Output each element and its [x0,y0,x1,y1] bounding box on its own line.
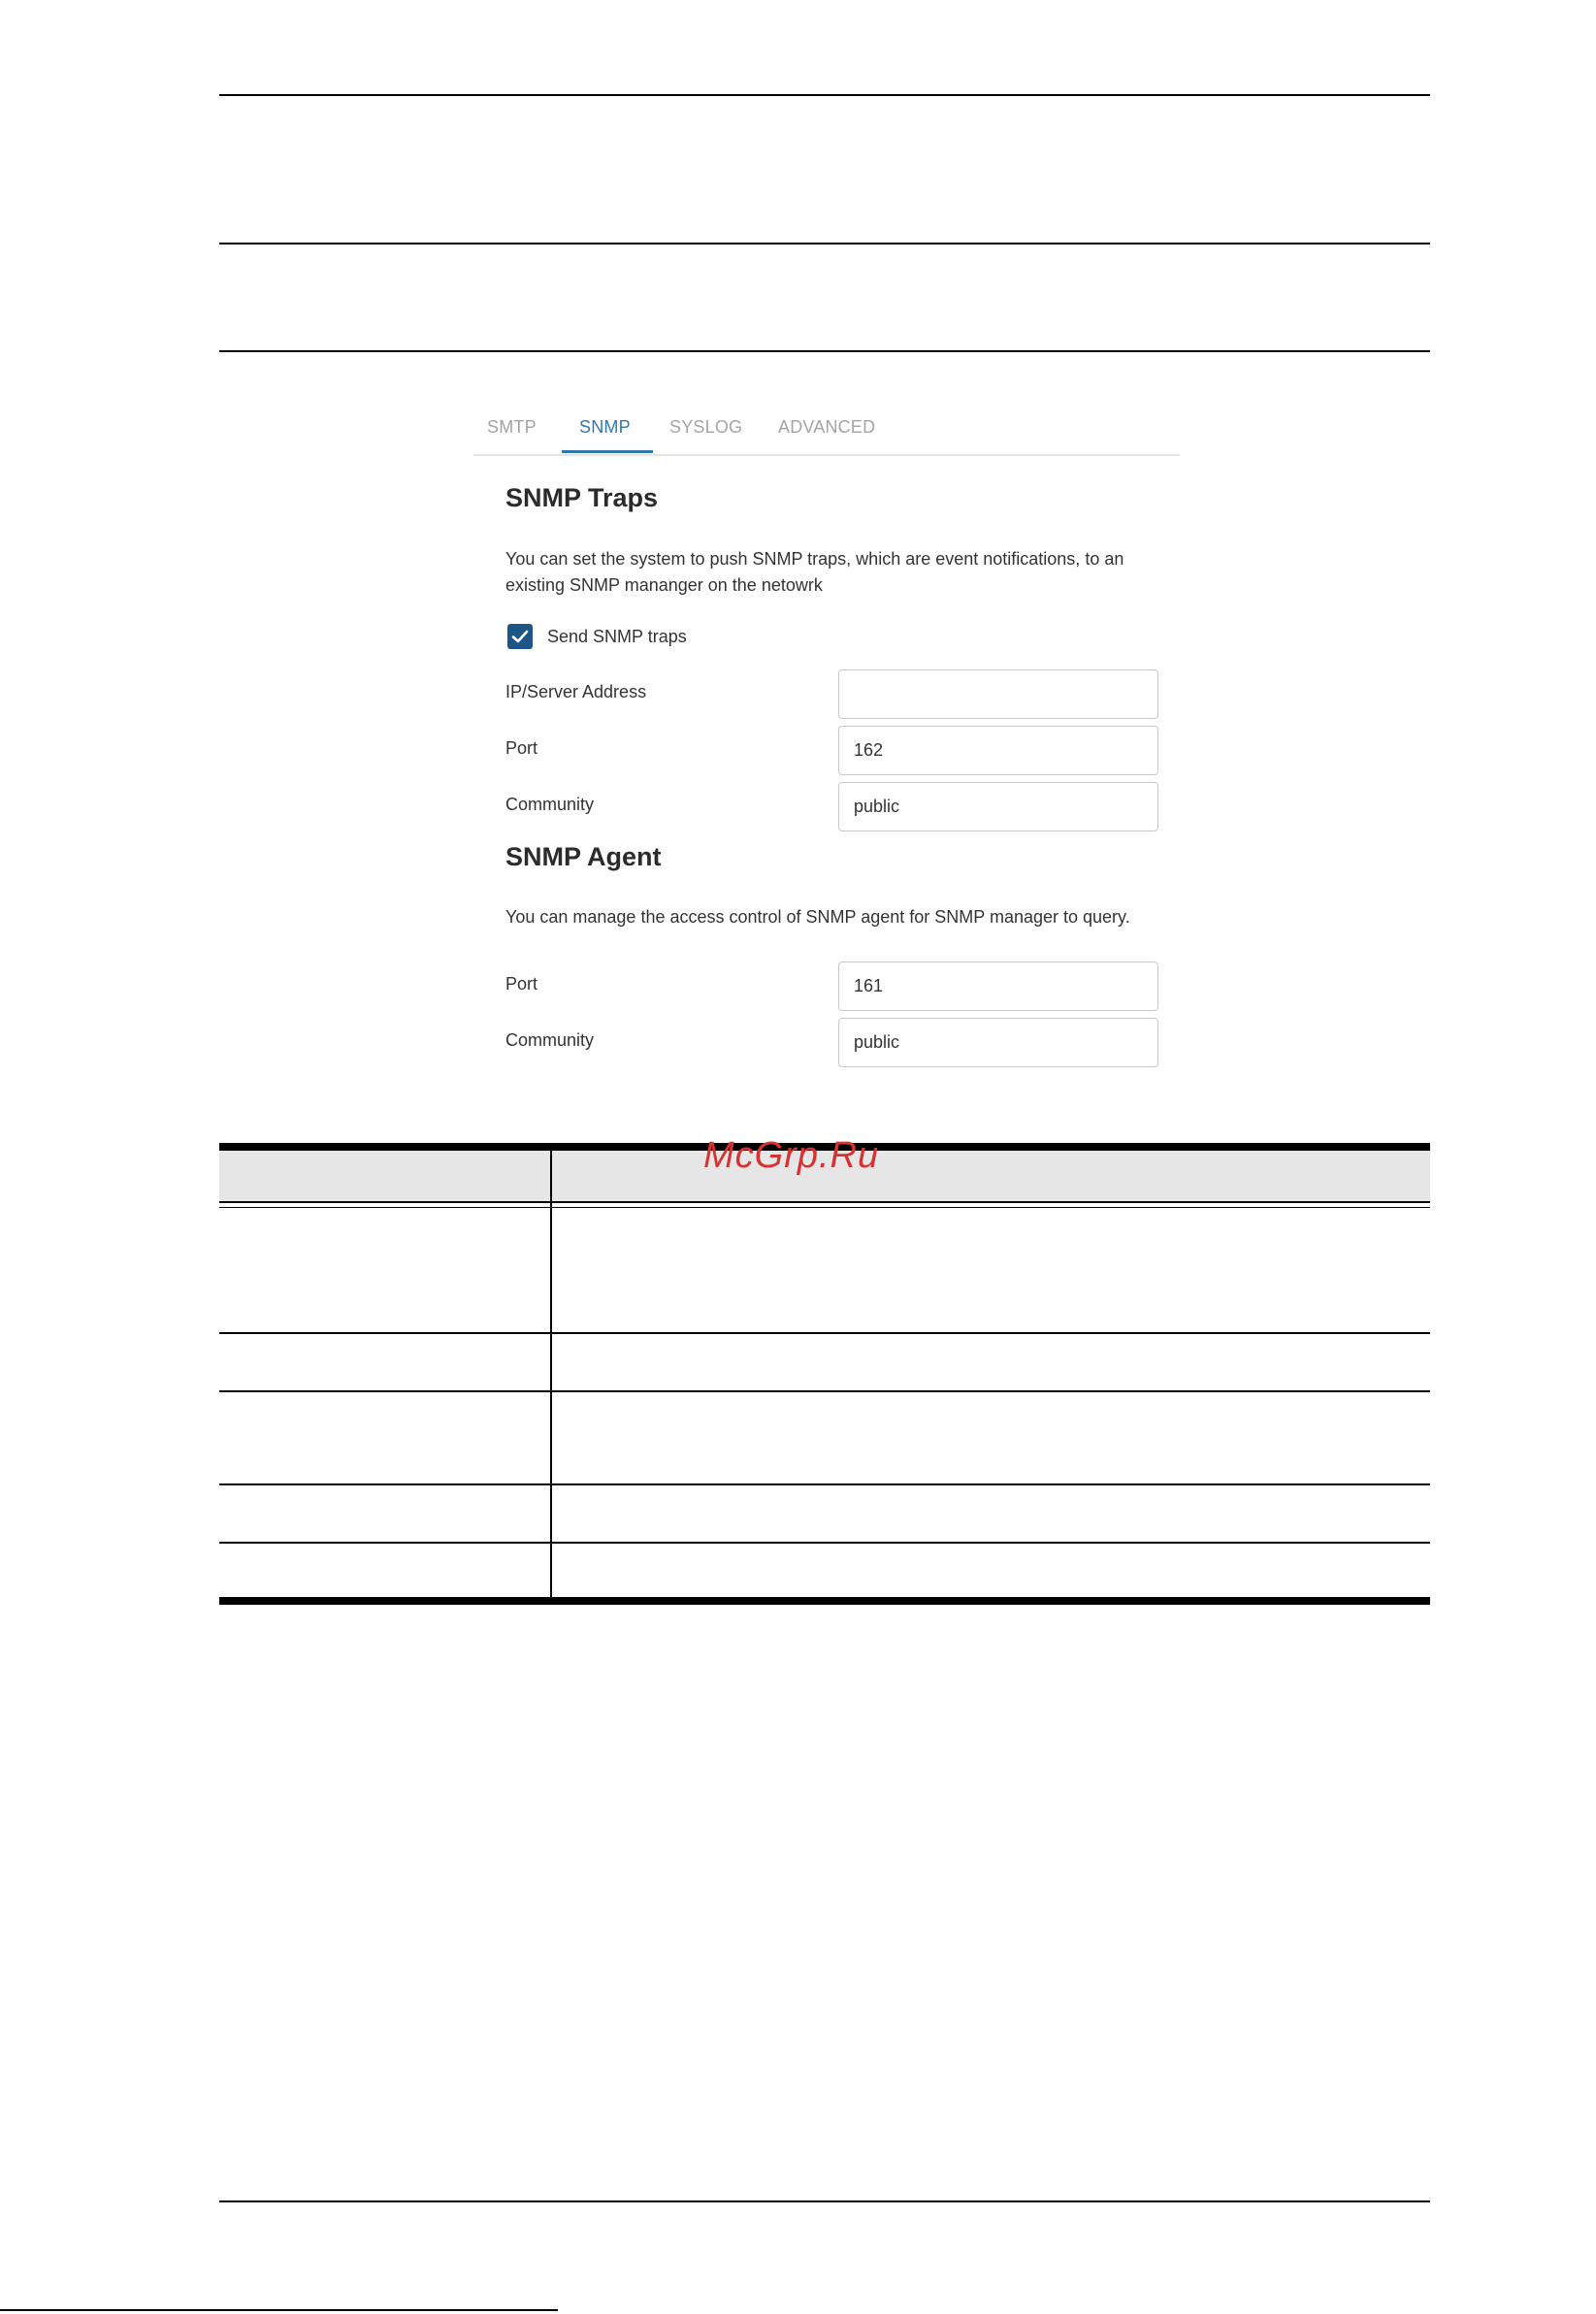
agent-community-label: Community [505,1030,595,1050]
table-row-divider [219,1542,1430,1544]
ip-server-address-input[interactable] [838,669,1158,719]
table-header-divider-inner [219,1207,1430,1208]
footer-rule [0,2309,558,2311]
active-tab-indicator [562,450,653,453]
snmp-settings-panel [473,407,1180,1077]
table-column-divider [550,1151,552,1597]
page-rule-third [219,350,1430,352]
send-snmp-traps-label: Send SNMP traps [547,627,687,646]
snmp-agent-heading: SNMP Agent [505,842,662,871]
table-row-divider [219,1390,1430,1392]
tab-bar [473,407,1180,456]
agent-community-input[interactable] [838,1018,1158,1067]
snmp-traps-heading: SNMP Traps [505,483,659,512]
watermark: McGrp.Ru [703,1135,880,1176]
tab-smtp[interactable]: SMTP [487,417,537,437]
traps-port-label: Port [505,738,538,758]
tab-snmp[interactable]: SNMP [579,417,631,437]
agent-port-label: Port [505,974,538,994]
checkmark-icon [511,628,529,645]
table-row-divider [219,1483,1430,1485]
page-rule-second [219,243,1430,244]
ip-server-address-label: IP/Server Address [505,682,647,701]
snmp-traps-description-line1: You can set the system to push SNMP traps, which are event notifications, to an [505,549,1124,569]
tab-advanced[interactable]: ADVANCED [778,417,876,437]
send-snmp-traps-checkbox[interactable] [507,624,533,649]
traps-port-input[interactable] [838,726,1158,775]
tab-syslog[interactable]: SYSLOG [669,417,743,437]
traps-community-label: Community [505,795,595,814]
table-row-divider [219,1332,1430,1334]
snmp-traps-description-line2: existing SNMP mananger on the netowrk [505,575,823,595]
agent-port-input[interactable] [838,961,1158,1011]
page-rule-bottom [219,2200,1430,2202]
page-rule-top [219,94,1430,96]
table-bottom-border [219,1597,1430,1605]
table-header-divider [219,1201,1430,1203]
traps-community-input[interactable] [838,782,1158,831]
snmp-agent-description: You can manage the access control of SNMP agent for SNMP manager to query. [505,907,1130,927]
